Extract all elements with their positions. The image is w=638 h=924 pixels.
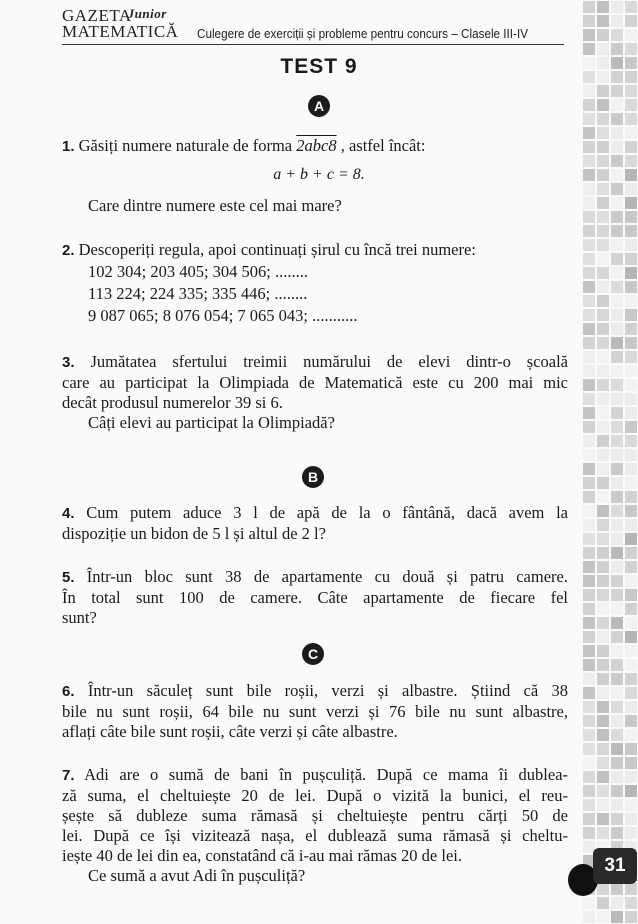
header-subtitle: Culegere de exerciții și probleme pentru concurs – Clasele III-IV — [197, 26, 529, 41]
problem-7-line-4: lei. După ce își vizitează nașa, el dublează suma rămasă și cheltu- — [62, 826, 568, 845]
problem-5 — [62, 567, 568, 628]
problem-number: 2. — [62, 242, 75, 259]
header-rule — [62, 44, 564, 45]
problem-3-line-3: decât produsul numerelor 39 si 6. — [62, 393, 283, 412]
problem-number: 7. — [62, 767, 75, 784]
problem-4-line-1: Cum putem aduce 3 l de apă de la o fântână, dacă avem la — [86, 503, 569, 522]
problem-7 — [62, 765, 568, 886]
problem-5-line-3: sunt? — [62, 608, 97, 627]
problem-number: 1. — [62, 138, 75, 155]
problem-7-line-3: șește să dubleze suma rămasă și cheltuiește pentru cărți 50 de — [62, 806, 568, 825]
problem-1-question: Care dintre numere este cel mai mare? — [88, 196, 342, 215]
problem-1-equation: a + b + c = 8. — [273, 166, 365, 183]
section-a-badge: A — [308, 95, 330, 117]
problem-6 — [62, 681, 568, 742]
problem-7-line-1: Adi are o sumă de bani în pușculiță. După ce mama îi dublea- — [84, 765, 569, 784]
brand-junior: Junior — [127, 6, 167, 21]
problem-6-line-1: Într-un săculeț sunt bile roșii, verzi și albastre. Știind că 38 — [87, 681, 569, 700]
problem-2-sequence-1: 102 304; 203 405; 304 506; ........ — [88, 262, 309, 281]
problem-4-line-2: dispoziție un bidon de 5 l și altul de 2 l? — [62, 524, 326, 543]
problem-7-question: Ce sumă a avut Adi în pușculiță? — [88, 866, 306, 885]
problem-2-sequence-3: 9 087 065; 8 076 054; 7 065 043; ........... — [88, 306, 358, 325]
problem-7-line-5: iește 40 de lei din ea, constatând că i-au mai rămas 20 de lei. — [62, 846, 462, 865]
section-b-badge: B — [302, 466, 324, 488]
section-c-badge: C — [302, 643, 324, 665]
problem-5-line-1: Într-un bloc sunt 38 de apartamente cu două și patru camere. — [86, 567, 568, 586]
problem-1 — [62, 136, 425, 157]
decorative-checker-strip — [582, 0, 638, 924]
problem-number: 6. — [62, 683, 75, 700]
problem-number: 4. — [62, 505, 75, 522]
page-title: TEST 9 — [280, 55, 358, 78]
problem-2-text: Descoperiți regula, apoi continuați șirul cu încă trei numere: — [78, 240, 476, 259]
problem-number: 5. — [62, 569, 75, 586]
page-number: 31 — [593, 848, 637, 884]
problem-6-line-2: bile nu sunt roșii, 64 bile nu sunt verzi și 76 bile nu sunt albastre, — [62, 702, 568, 721]
problem-5-line-2: În total sunt 100 de camere. Câte apartamente de fiecare fel — [62, 588, 568, 607]
problem-1-number-form: 2abc8 — [296, 136, 337, 155]
brand-line1: GAZETA — [62, 6, 132, 25]
problem-3-question: Câți elevi au participat la Olimpiadă? — [88, 413, 335, 432]
problem-2-sequence-2: 113 224; 224 335; 335 446; ........ — [88, 284, 308, 303]
problem-1-text: Găsiți numere naturale de forma — [78, 136, 297, 155]
problem-6-line-3: aflați câte bile sunt roșii, câte verzi și câte albastre. — [62, 722, 398, 741]
problem-4 — [62, 503, 568, 544]
problem-1-text-after: , astfel încât: — [336, 136, 426, 155]
problem-3 — [62, 352, 568, 433]
problem-number: 3. — [62, 354, 75, 371]
page-header — [62, 8, 562, 46]
brand-logo — [62, 8, 178, 39]
problem-3-line-2: care au participat la Olimpiada de Matematică este cu 200 mai mic — [62, 373, 568, 392]
problem-7-line-2: ză suma, el cheltuiește 20 de lei. După o vizită la bunici, el reu- — [62, 786, 568, 805]
problem-3-line-1: Jumătatea sfertului treimii numărului de elevi dintr-o școală — [90, 352, 569, 371]
problem-2 — [62, 240, 476, 261]
brand-line2: MATEMATICĂ — [62, 22, 179, 41]
